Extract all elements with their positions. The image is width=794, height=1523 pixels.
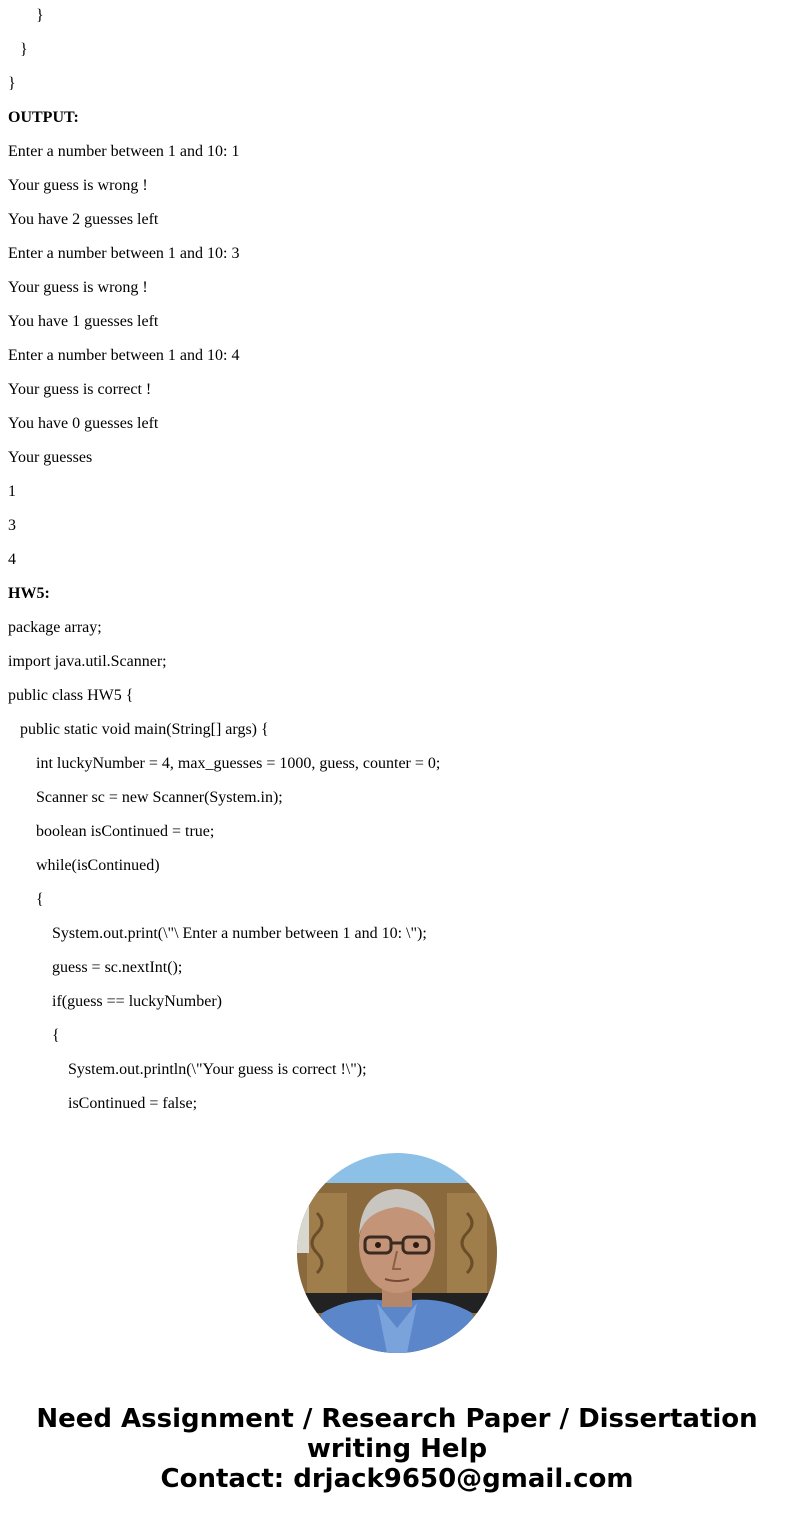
promo-banner	[0, 1404, 794, 1494]
code-line: boolean isContinued = true;	[36, 823, 215, 840]
output-line: You have 0 guesses left	[8, 415, 159, 432]
output-line: Enter a number between 1 and 10: 3	[8, 245, 240, 262]
output-line: You have 1 guesses left	[8, 313, 159, 330]
output-line: Enter a number between 1 and 10: 1	[8, 143, 240, 160]
code-line: int luckyNumber = 4, max_guesses = 1000, guess, counter = 0;	[36, 755, 441, 772]
hw5-heading: HW5:	[8, 585, 50, 602]
promo-contact: Contact: drjack9650@gmail.com	[160, 1464, 634, 1494]
code-line: isContinued = false;	[68, 1095, 198, 1112]
code-line: }	[20, 41, 28, 58]
code-line: {	[36, 891, 44, 908]
output-line: Enter a number between 1 and 10: 4	[8, 347, 240, 364]
code-line: }	[8, 75, 16, 92]
promo-line-1: Need Assignment / Research Paper / Dissertation	[36, 1404, 758, 1434]
output-line: 3	[8, 517, 16, 534]
author-photo	[297, 1153, 497, 1353]
output-line: Your guesses	[8, 449, 93, 466]
code-line: package array;	[8, 619, 102, 636]
code-line: public static void main(String[] args) {	[20, 721, 269, 738]
portrait-image	[297, 1153, 497, 1353]
code-line: Scanner sc = new Scanner(System.in);	[36, 789, 283, 806]
code-line: System.out.println(\"Your guess is correct !\");	[68, 1061, 367, 1078]
code-line: }	[36, 7, 44, 24]
code-line: import java.util.Scanner;	[8, 653, 167, 670]
code-line: if(guess == luckyNumber)	[52, 993, 223, 1010]
code-line: guess = sc.nextInt();	[52, 959, 183, 976]
code-line: {	[52, 1027, 60, 1044]
output-line: Your guess is correct !	[8, 381, 152, 398]
output-line: 4	[8, 551, 16, 568]
code-line: while(isContinued)	[36, 857, 160, 874]
code-line: public class HW5 {	[8, 687, 134, 704]
output-line: You have 2 guesses left	[8, 211, 159, 228]
output-line: Your guess is wrong !	[8, 279, 148, 296]
output-heading: OUTPUT:	[8, 109, 79, 126]
code-line: System.out.print(\"\ Enter a number between 1 and 10: \");	[52, 925, 427, 942]
promo-line-2: writing Help	[306, 1434, 488, 1464]
output-line: 1	[8, 483, 16, 500]
output-line: Your guess is wrong !	[8, 177, 148, 194]
